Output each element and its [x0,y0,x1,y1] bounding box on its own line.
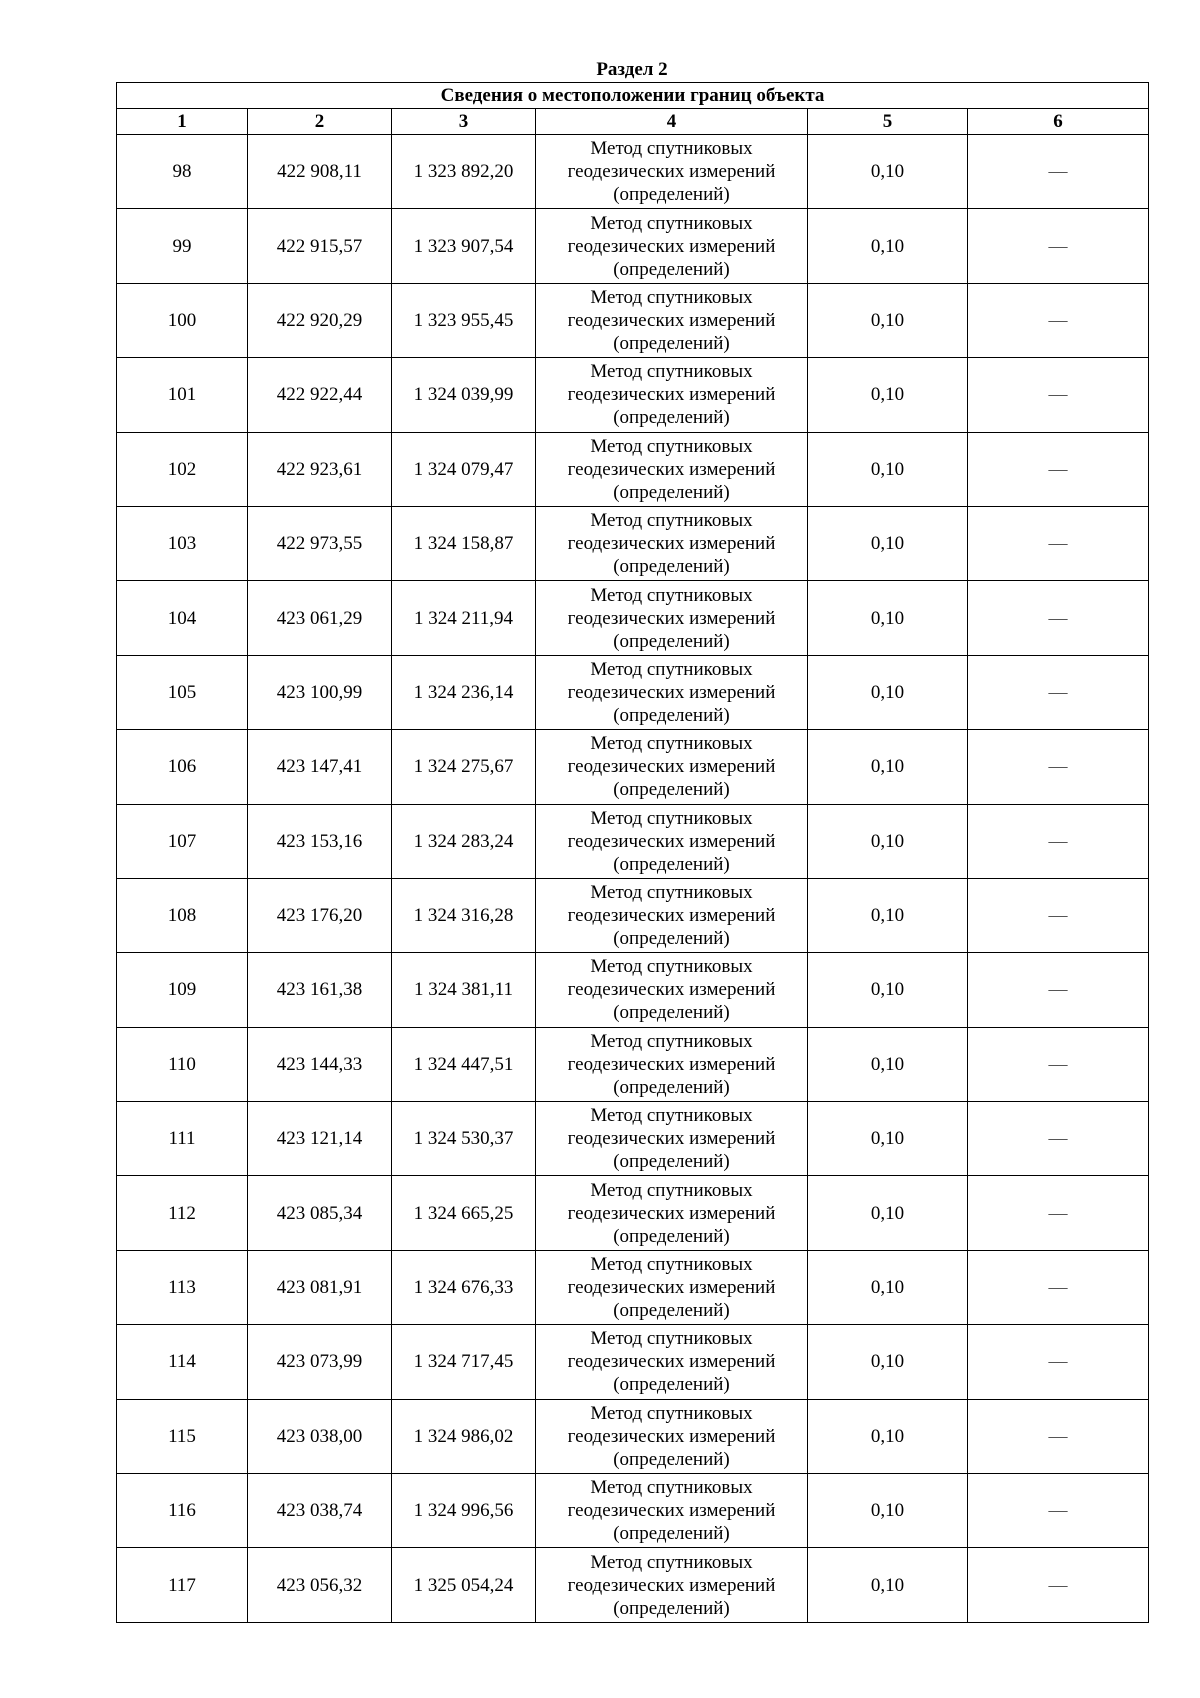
method-cell [536,209,808,283]
column-number-row [117,109,1149,135]
method-cell [536,358,808,432]
method-text-line-1: Метод спутниковых [590,956,753,978]
note-cell: — [968,1325,1149,1399]
table-row [117,1325,1149,1399]
y-coordinate-cell: 1 324 158,87 [392,506,536,580]
note-cell: — [968,655,1149,729]
method-text-line-1: Метод спутниковых [590,1402,753,1424]
point-number-cell: 103 [117,506,248,580]
point-number-cell: 110 [117,1027,248,1101]
table-row [117,283,1149,357]
y-coordinate-cell: 1 324 236,14 [392,655,536,729]
method-text-line-1: Метод спутниковых [590,212,753,234]
method-text-line-3: (определений) [613,1151,730,1173]
method-text-line-2: геодезических измерений [567,1500,776,1522]
x-coordinate-cell: 423 161,38 [248,953,392,1027]
method-text-line-3: (определений) [613,184,730,206]
method-text-line-1: Метод спутниковых [590,1477,753,1499]
accuracy-cell: 0,10 [808,878,968,952]
method-cell [536,1176,808,1250]
point-number-cell: 108 [117,878,248,952]
method-text-line-3: (определений) [613,258,730,280]
method-text-line-3: (определений) [613,1300,730,1322]
note-cell: — [968,1250,1149,1324]
y-coordinate-cell: 1 324 079,47 [392,432,536,506]
point-number-cell: 99 [117,209,248,283]
method-text-line-1: Метод спутниковых [590,882,753,904]
x-coordinate-cell: 422 922,44 [248,358,392,432]
method-text-line-2: геодезических измерений [567,756,776,778]
method-text-line-1: Метод спутниковых [590,1328,753,1350]
table-row [117,1548,1149,1622]
column-number-3: 3 [392,109,536,135]
x-coordinate-cell: 422 923,61 [248,432,392,506]
y-coordinate-cell: 1 324 283,24 [392,804,536,878]
point-number-cell: 105 [117,655,248,729]
y-coordinate-cell: 1 324 211,94 [392,581,536,655]
accuracy-cell: 0,10 [808,1325,968,1399]
note-cell: — [968,1102,1149,1176]
method-cell [536,878,808,952]
method-cell [536,730,808,804]
method-cell [536,953,808,1027]
x-coordinate-cell: 423 056,32 [248,1548,392,1622]
table-caption-row [117,83,1149,109]
method-text-line-1: Метод спутниковых [590,584,753,606]
x-coordinate-cell: 422 915,57 [248,209,392,283]
point-number-cell: 116 [117,1474,248,1548]
section-title: Раздел 2 [596,59,668,80]
point-number-cell: 101 [117,358,248,432]
method-cell [536,1474,808,1548]
y-coordinate-cell: 1 323 892,20 [392,135,536,209]
point-number-cell: 106 [117,730,248,804]
method-cell [536,1399,808,1473]
x-coordinate-cell: 423 038,74 [248,1474,392,1548]
table-row [117,1027,1149,1101]
x-coordinate-cell: 423 038,00 [248,1399,392,1473]
method-text-line-3: (определений) [613,704,730,726]
point-number-cell: 98 [117,135,248,209]
point-number-cell: 102 [117,432,248,506]
method-text-line-1: Метод спутниковых [590,733,753,755]
method-text-line-1: Метод спутниковых [590,138,753,160]
y-coordinate-cell: 1 324 381,11 [392,953,536,1027]
method-text-line-2: геодезических измерений [567,1277,776,1299]
method-text-line-1: Метод спутниковых [590,361,753,383]
method-text-line-2: геодезических измерений [567,979,776,1001]
method-text-line-1: Метод спутниковых [590,1105,753,1127]
accuracy-cell: 0,10 [808,804,968,878]
method-cell [536,1548,808,1622]
table-row [117,655,1149,729]
note-cell: — [968,506,1149,580]
note-cell: — [968,730,1149,804]
point-number-cell: 112 [117,1176,248,1250]
x-coordinate-cell: 423 147,41 [248,730,392,804]
accuracy-cell: 0,10 [808,209,968,283]
point-number-cell: 114 [117,1325,248,1399]
method-text-line-3: (определений) [613,481,730,503]
method-text-line-2: геодезических измерений [567,607,776,629]
method-text-line-1: Метод спутниковых [590,807,753,829]
note-cell: — [968,432,1149,506]
point-number-cell: 115 [117,1399,248,1473]
point-number-cell: 104 [117,581,248,655]
method-cell [536,506,808,580]
y-coordinate-cell: 1 324 039,99 [392,358,536,432]
method-text-line-2: геодезических измерений [567,1351,776,1373]
method-text-line-1: Метод спутниковых [590,435,753,457]
accuracy-cell: 0,10 [808,506,968,580]
table-row [117,209,1149,283]
accuracy-cell: 0,10 [808,1102,968,1176]
y-coordinate-cell: 1 324 316,28 [392,878,536,952]
y-coordinate-cell: 1 324 447,51 [392,1027,536,1101]
table-row [117,730,1149,804]
method-text-line-1: Метод спутниковых [590,1254,753,1276]
method-cell [536,581,808,655]
x-coordinate-cell: 422 973,55 [248,506,392,580]
x-coordinate-cell: 423 144,33 [248,1027,392,1101]
table-row [117,953,1149,1027]
table-caption: Сведения о местоположении границ объекта [117,83,1149,109]
method-text-line-1: Метод спутниковых [590,510,753,532]
note-cell: — [968,878,1149,952]
accuracy-cell: 0,10 [808,581,968,655]
method-cell [536,1102,808,1176]
method-text-line-3: (определений) [613,779,730,801]
point-number-cell: 100 [117,283,248,357]
method-text-line-2: геодезических измерений [567,1574,776,1596]
method-text-line-3: (определений) [613,1523,730,1545]
method-cell [536,1325,808,1399]
accuracy-cell: 0,10 [808,1474,968,1548]
point-number-cell: 109 [117,953,248,1027]
method-text-line-3: (определений) [613,332,730,354]
method-text-line-3: (определений) [613,556,730,578]
column-number-2: 2 [248,109,392,135]
method-text-line-2: геодезических измерений [567,309,776,331]
accuracy-cell: 0,10 [808,432,968,506]
method-cell [536,1250,808,1324]
method-text-line-2: геодезических измерений [567,1202,776,1224]
y-coordinate-cell: 1 324 530,37 [392,1102,536,1176]
point-number-cell: 107 [117,804,248,878]
method-text-line-2: геодезических измерений [567,905,776,927]
note-cell: — [968,283,1149,357]
method-text-line-3: (определений) [613,853,730,875]
y-coordinate-cell: 1 324 676,33 [392,1250,536,1324]
method-text-line-1: Метод спутниковых [590,1551,753,1573]
table-row [117,1250,1149,1324]
method-text-line-2: геодезических измерений [567,161,776,183]
x-coordinate-cell: 423 081,91 [248,1250,392,1324]
accuracy-cell: 0,10 [808,953,968,1027]
method-text-line-2: геодезических измерений [567,1128,776,1150]
x-coordinate-cell: 422 920,29 [248,283,392,357]
accuracy-cell: 0,10 [808,1027,968,1101]
x-coordinate-cell: 423 121,14 [248,1102,392,1176]
note-cell: — [968,209,1149,283]
x-coordinate-cell: 422 908,11 [248,135,392,209]
method-text-line-3: (определений) [613,1448,730,1470]
y-coordinate-cell: 1 325 054,24 [392,1548,536,1622]
point-number-cell: 117 [117,1548,248,1622]
method-text-line-3: (определений) [613,407,730,429]
accuracy-cell: 0,10 [808,1399,968,1473]
x-coordinate-cell: 423 176,20 [248,878,392,952]
accuracy-cell: 0,10 [808,1250,968,1324]
method-text-line-3: (определений) [613,1374,730,1396]
method-text-line-1: Метод спутниковых [590,1179,753,1201]
point-number-cell: 111 [117,1102,248,1176]
table-row [117,878,1149,952]
y-coordinate-cell: 1 323 907,54 [392,209,536,283]
method-cell [536,804,808,878]
point-number-cell: 113 [117,1250,248,1324]
table-row [117,1474,1149,1548]
method-text-line-3: (определений) [613,1076,730,1098]
note-cell: — [968,135,1149,209]
method-text-line-2: геодезических измерений [567,235,776,257]
note-cell: — [968,581,1149,655]
method-text-line-3: (определений) [613,1225,730,1247]
method-cell [536,135,808,209]
method-cell [536,1027,808,1101]
note-cell: — [968,953,1149,1027]
accuracy-cell: 0,10 [808,1176,968,1250]
method-text-line-1: Метод спутниковых [590,658,753,680]
method-cell [536,432,808,506]
note-cell: — [968,804,1149,878]
column-number-6: 6 [968,109,1149,135]
y-coordinate-cell: 1 324 275,67 [392,730,536,804]
method-text-line-2: геодезических измерений [567,681,776,703]
method-text-line-3: (определений) [613,630,730,652]
accuracy-cell: 0,10 [808,358,968,432]
method-text-line-2: геодезических измерений [567,458,776,480]
table-row [117,1102,1149,1176]
method-text-line-2: геодезических измерений [567,384,776,406]
method-text-line-1: Метод спутниковых [590,286,753,308]
x-coordinate-cell: 423 085,34 [248,1176,392,1250]
method-cell [536,655,808,729]
method-cell [536,283,808,357]
note-cell: — [968,358,1149,432]
x-coordinate-cell: 423 100,99 [248,655,392,729]
note-cell: — [968,1474,1149,1548]
column-number-5: 5 [808,109,968,135]
method-text-line-2: геодезических измерений [567,830,776,852]
table-row [117,804,1149,878]
column-number-4: 4 [536,109,808,135]
note-cell: — [968,1176,1149,1250]
method-text-line-2: геодезических измерений [567,533,776,555]
x-coordinate-cell: 423 153,16 [248,804,392,878]
table-row [117,581,1149,655]
x-coordinate-cell: 423 061,29 [248,581,392,655]
y-coordinate-cell: 1 324 986,02 [392,1399,536,1473]
method-text-line-3: (определений) [613,1002,730,1024]
table-row [117,358,1149,432]
method-text-line-3: (определений) [613,1597,730,1619]
table-row [117,432,1149,506]
method-text-line-2: геодезических измерений [567,1425,776,1447]
method-text-line-1: Метод спутниковых [590,1030,753,1052]
accuracy-cell: 0,10 [808,1548,968,1622]
table-row [117,506,1149,580]
y-coordinate-cell: 1 324 717,45 [392,1325,536,1399]
note-cell: — [968,1027,1149,1101]
note-cell: — [968,1548,1149,1622]
y-coordinate-cell: 1 324 665,25 [392,1176,536,1250]
y-coordinate-cell: 1 324 996,56 [392,1474,536,1548]
accuracy-cell: 0,10 [808,730,968,804]
y-coordinate-cell: 1 323 955,45 [392,283,536,357]
column-number-1: 1 [117,109,248,135]
method-text-line-2: геодезических измерений [567,1053,776,1075]
accuracy-cell: 0,10 [808,655,968,729]
method-text-line-3: (определений) [613,928,730,950]
accuracy-cell: 0,10 [808,135,968,209]
table-row [117,135,1149,209]
x-coordinate-cell: 423 073,99 [248,1325,392,1399]
table-row [117,1176,1149,1250]
boundary-coordinates-table [116,82,1149,1623]
table-row [117,1399,1149,1473]
accuracy-cell: 0,10 [808,283,968,357]
note-cell: — [968,1399,1149,1473]
